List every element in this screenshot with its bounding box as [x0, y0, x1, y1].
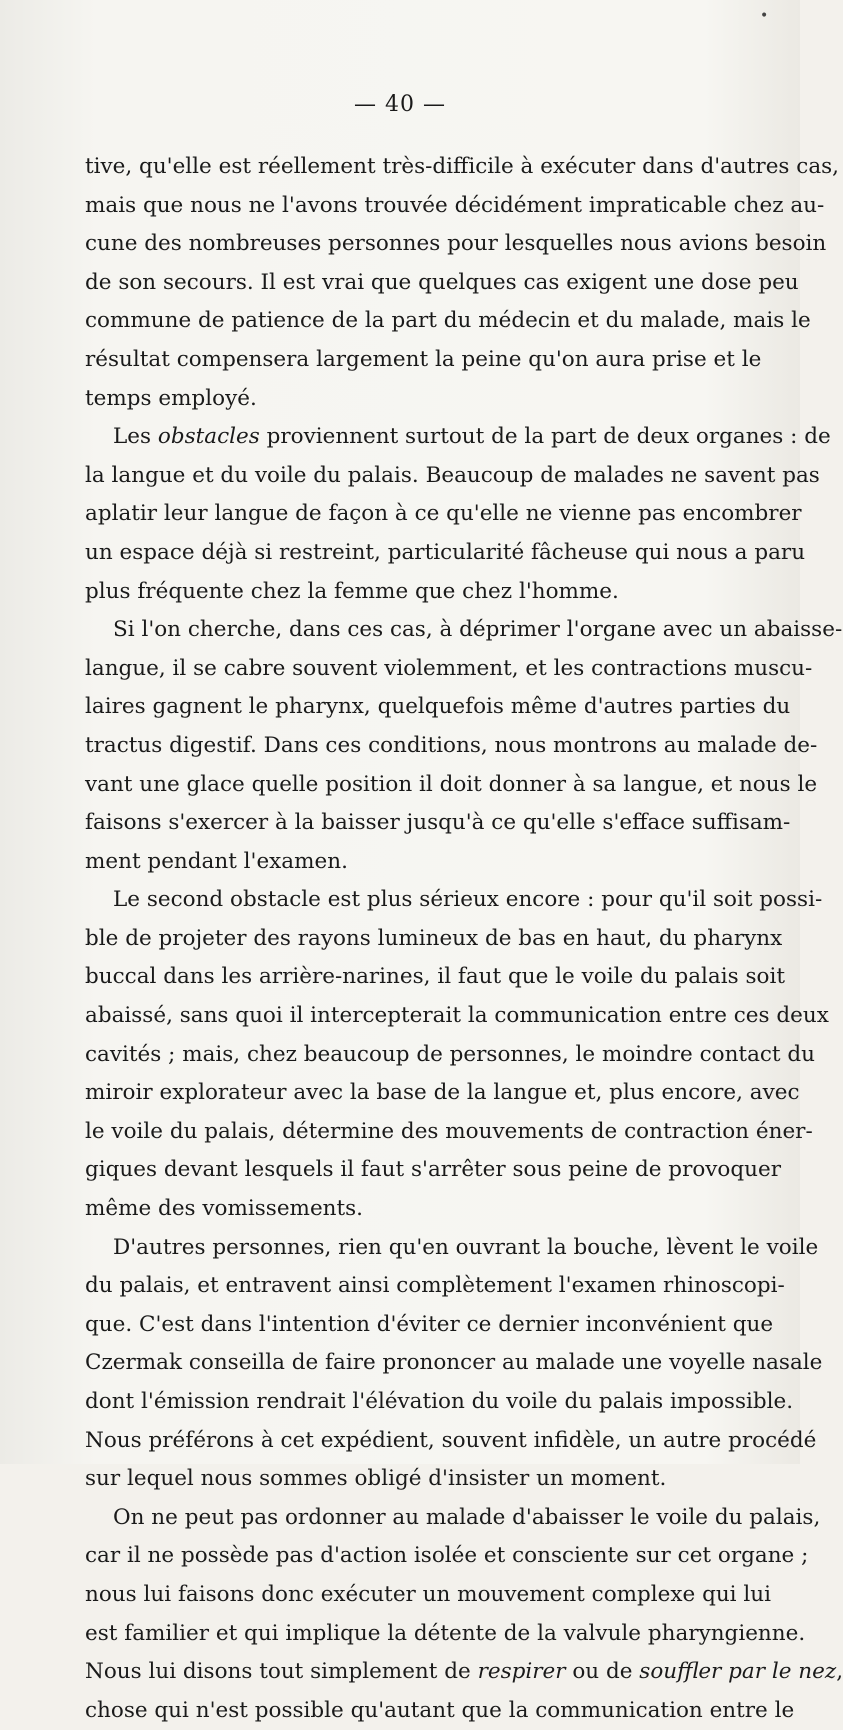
text-line: cune des nombreuses personnes pour lesquelles nous avions besoin: [85, 231, 827, 257]
text-line: aplatir leur langue de façon à ce qu'elle ne vienne pas encombrer: [85, 501, 802, 527]
text-line: mais que nous ne l'avons trouvée décidément impraticable chez au-: [85, 192, 825, 218]
text-line: de son secours. Il est vrai que quelques cas exigent une dose peu: [85, 269, 799, 295]
text-line: la langue et du voile du palais. Beaucoup de malades ne savent pas: [85, 462, 820, 488]
text-line: même des vomissements.: [85, 1196, 364, 1222]
text-line: temps employé.: [85, 385, 257, 411]
text-line: tractus digestif. Dans ces conditions, nous montrons au malade de-: [85, 732, 818, 758]
text-line: faisons s'exercer à la baisser jusqu'à ce qu'elle s'efface suffisam-: [85, 810, 791, 836]
text-segment: Nous lui disons tout simplement de: [85, 1659, 478, 1685]
text-line: Si l'on cherche, dans ces cas, à déprimer l'organe avec un abaisse-: [113, 617, 843, 643]
text-segment: proviennent surtout de la part de deux organes : de: [259, 424, 831, 450]
italic-term: respirer: [477, 1659, 566, 1685]
text-line: Le second obstacle est plus sérieux encore : pour qu'il soit possi-: [113, 887, 823, 913]
text-line: ble de projeter des rayons lumineux de bas en haut, du pharynx: [85, 925, 783, 951]
text-line: plus fréquente chez la femme que chez l'homme.: [85, 578, 619, 604]
text-line: laires gagnent le pharynx, quelquefois même d'autres parties du: [85, 694, 791, 720]
text-line: est familier et qui implique la détente de la valvule pharyngienne.: [85, 1620, 806, 1646]
text-line: [85, 418, 831, 457]
text-segment: ,: [836, 1659, 843, 1685]
italic-term: souffler par le nez: [639, 1659, 837, 1685]
italic-term: obstacles: [157, 424, 260, 450]
text-line: un espace déjà si restreint, particularité fâcheuse qui nous a paru: [85, 539, 806, 565]
text-segment: ou de: [565, 1659, 640, 1685]
text-line: ment pendant l'examen.: [85, 848, 348, 874]
text-line: car il ne possède pas d'action isolée et consciente sur cet organe ;: [85, 1543, 809, 1569]
text-line: que. C'est dans l'intention d'éviter ce dernier inconvénient que: [85, 1311, 774, 1337]
text-line: cavités ; mais, chez beaucoup de personnes, le moindre contact du: [85, 1041, 816, 1067]
text-line: [85, 1653, 843, 1692]
text-line: Czermak conseilla de faire prononcer au malade une voyelle nasale: [85, 1350, 823, 1376]
body-text: [85, 148, 843, 1730]
page-number: — 40 —: [354, 92, 446, 117]
text-line: vant une glace quelle position il doit donner à sa langue, et nous le: [85, 771, 818, 797]
text-line: nous lui faisons donc exécuter un mouvement complexe qui lui: [85, 1581, 771, 1607]
text-line: giques devant lesquels il faut s'arrêter sous peine de provoquer: [85, 1157, 781, 1183]
text-line: le voile du palais, détermine des mouvements de contraction éner-: [85, 1118, 813, 1144]
text-line: miroir explorateur avec la base de la langue et, plus encore, avec: [85, 1080, 800, 1106]
text-line: tive, qu'elle est réellement très-difficile à exécuter dans d'autres cas,: [85, 154, 840, 179]
text-line: résultat compensera largement la peine qu'on aura prise et le: [85, 346, 762, 372]
text-line: dont l'émission rendrait l'élévation du voile du palais impossible.: [85, 1389, 794, 1414]
text-segment: Les: [113, 424, 158, 450]
text-line: D'autres personnes, rien qu'en ouvrant la bouche, lèvent le voile: [113, 1234, 819, 1260]
text-line: buccal dans les arrière-narines, il faut que le voile du palais soit: [85, 964, 785, 990]
text-line: chose qui n'est possible qu'autant que la communication entre le: [85, 1697, 795, 1723]
text-line: langue, il se cabre souvent violemment, et les contractions muscu-: [85, 655, 813, 681]
text-line: Nous préférons à cet expédient, souvent infidèle, un autre procédé: [85, 1427, 817, 1453]
text-line: sur lequel nous sommes obligé d'insister un moment.: [85, 1466, 667, 1492]
text-line: du palais, et entravent ainsi complètement l'examen rhinoscopi-: [85, 1273, 785, 1299]
text-line: commune de patience de la part du médecin et du malade, mais le: [85, 308, 811, 334]
text-line: On ne peut pas ordonner au malade d'abaisser le voile du palais,: [113, 1504, 821, 1530]
text-line: abaissé, sans quoi il intercepterait la communication entre ces deux: [85, 1003, 829, 1029]
corner-mark: •: [760, 8, 769, 24]
